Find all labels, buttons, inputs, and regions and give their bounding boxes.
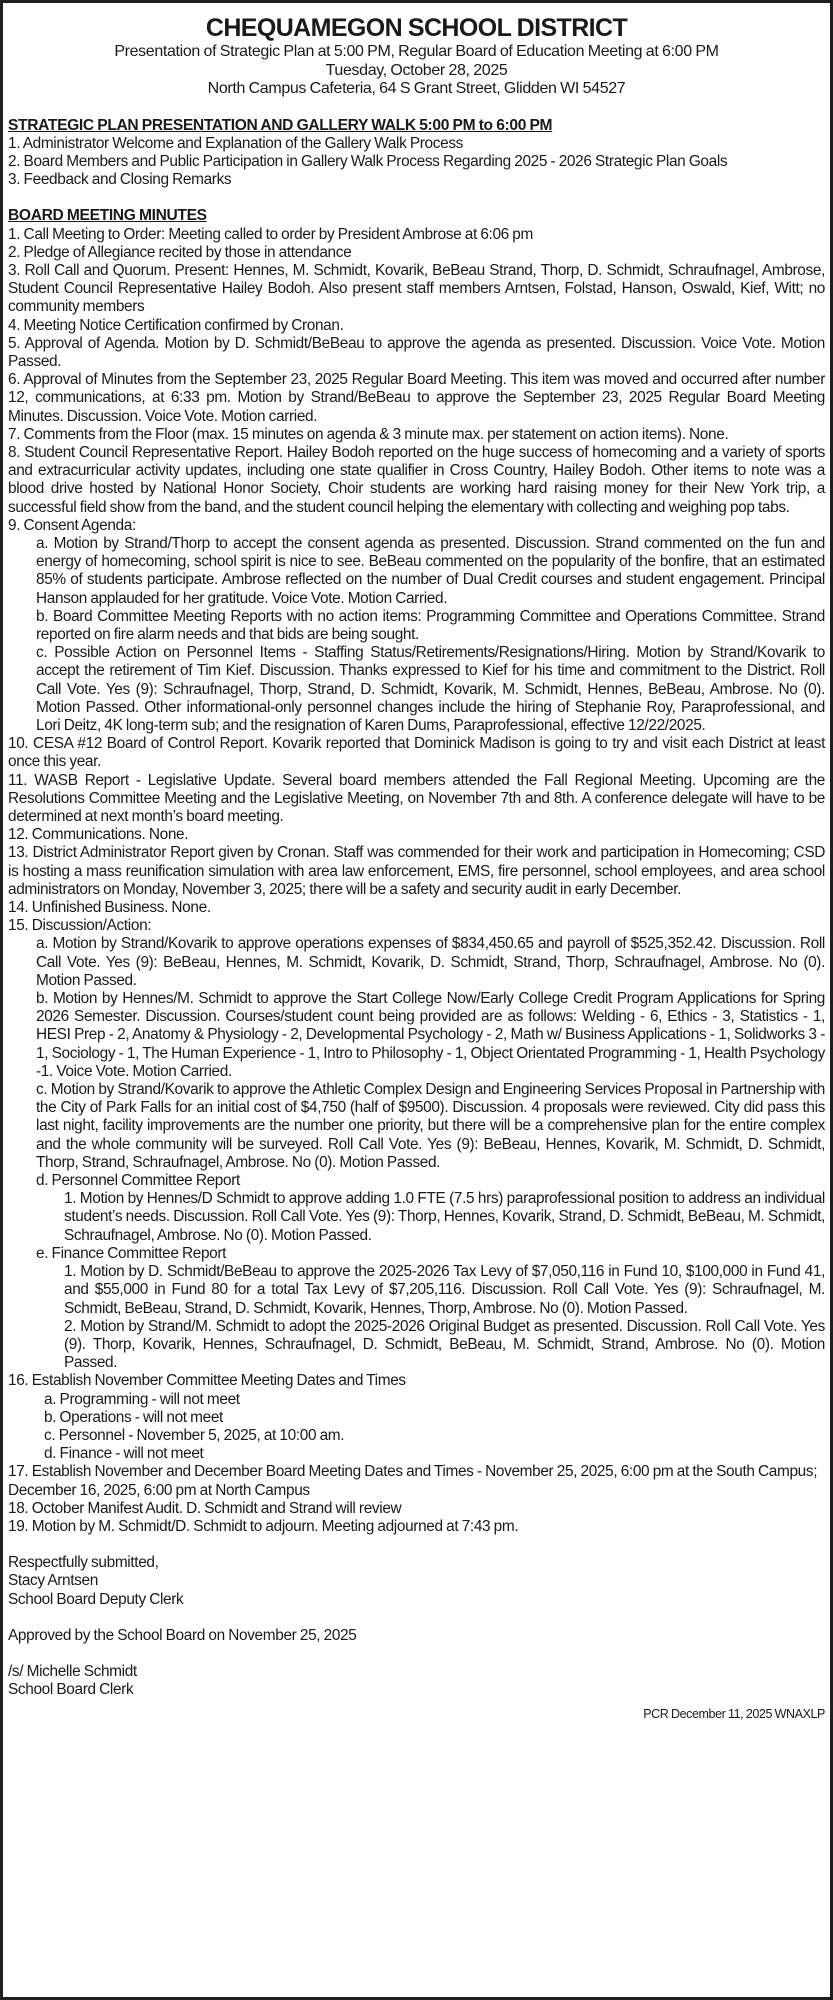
minutes-item: 3. Roll Call and Quorum. Present: Hennes, M. Schmidt, Kovarik, BeBeau Strand, Thorp, D. Schmidt, Schraufnagel, Ambrose, Student Council Representative Hailey Bodoh. Also present staff members Arntsen, Folstad, Hanson, Oswald, Kief, Witt; no community members [8, 261, 825, 316]
minutes-subitem: d. Finance - will not meet [44, 1445, 204, 1463]
minutes-item: 5. Approval of Agenda. Motion by D. Schmidt/BeBeau to approve the agenda as presented. Discussion. Voice Vote. Motion Passed. [8, 334, 825, 370]
minutes-item: 12. Communications. None. [8, 826, 189, 844]
district-title: CHEQUAMEGON SCHOOL DISTRICT [205, 14, 628, 42]
minutes-subsubitem: 2. Motion by Strand/M. Schmidt to adopt the 2025-2026 Original Budget as presented. Discussion. Roll Call Vote. Yes (9). Thorp, Kovarik, Hennes, Schraufnagel, D. Schmidt, BeBeau, M. Schmidt, Strand, Ambrose. No (0). Motion Passed. [64, 1317, 825, 1372]
minutes-subitem: c. Motion by Strand/Kovarik to approve the Athletic Complex Design and Engineering Services Proposal in Partnership with the City of Park Falls for an initial cost of $4,750 (half of $9500). Discussion. 4 proposals were reviewed. City did pass this last night, facility improvements are the number one priority, but there will be a comprehensive plan for the entire complex and the whole community will be surveyed. Roll Call Vote. Yes (9): BeBeau, Hennes, Kovarik, M. Schmidt, D. Schmidt, Thorp, Strand, Schraufnagel, Ambrose. No (0). Motion Passed. [36, 1081, 825, 1171]
strategic-item: 1. Administrator Welcome and Explanation of the Gallery Walk Process [8, 134, 464, 152]
minutes-section-title: BOARD MEETING MINUTES [8, 207, 207, 225]
spacer [8, 1609, 825, 1627]
minutes-item: 10. CESA #12 Board of Control Report. Kovarik reported that Dominick Madison is going to try and visit each District at least once this year. [8, 735, 825, 771]
minutes-subitem: a. Motion by Strand/Kovarik to approve operations expenses of $834,450.65 and payroll of $525,352.42. Discussion. Roll Call Vote. Yes (9): BeBeau, Hennes, M. Schmidt, Kovarik, D. Schmidt, Strand, Thorp, Schraufnagel, Ambrose. No (0). Motion Passed. [36, 935, 825, 989]
meeting-location: North Campus Cafeteria, 64 S Grant Street, Glidden WI 54527 [207, 80, 626, 97]
minutes-item: 14. Unfinished Business. None. [8, 899, 211, 917]
minutes-subitem: d. Personnel Committee Report [36, 1172, 240, 1190]
minutes-subitem: a. Programming - will not meet [44, 1390, 240, 1408]
minutes-item: 2. Pledge of Allegiance recited by those in attendance [8, 243, 352, 261]
minutes-item: 9. Consent Agenda: [8, 516, 136, 534]
minutes-item: 7. Comments from the Floor (max. 15 minutes on agenda & 3 minute max. per statement on action items). None. [8, 425, 729, 443]
minutes-subitem: a. Motion by Strand/Thorp to accept the consent agenda as presented. Discussion. Strand commented on the fun and energy of homecoming, school spirit is nice to see. BeBeau commented on the popularity of the bonfire, that an estimated 85% of students participate. Ambrose reflected on the number of Dual Credit courses and student engagement. Principal Hanson applauded for her gratitude. Voice Vote. Motion Carried. [36, 534, 825, 607]
signature-role: School Board Clerk [8, 1681, 134, 1699]
minutes-subitem: b. Board Committee Meeting Reports with no action items: Programming Committee and Operations Committee. Strand reported on fire alarm needs and that bids are being sought. [36, 607, 825, 643]
signature-line: /s/ Michelle Schmidt [8, 1662, 137, 1680]
minutes-item: 16. Establish November Committee Meeting Dates and Times [8, 1372, 406, 1390]
minutes-subsubitem: 1. Motion by Hennes/D Schmidt to approve adding 1.0 FTE (7.5 hrs) paraprofessional position to address an individual student’s needs. Discussion. Roll Call Vote. Yes (9): Thorp, Hennes, Kovarik, Strand, D. Schmidt, BeBeau, M. Schmidt, Schraufnagel, Ambrose. No (0). Motion Passed. [64, 1190, 825, 1244]
minutes-subitem: c. Personnel - November 5, 2025, at 10:00 am. [44, 1426, 345, 1444]
minutes-subitem: b. Operations - will not meet [44, 1408, 223, 1426]
minutes-item: 4. Meeting Notice Certification confirmed by Cronan. [8, 316, 344, 334]
minutes-subitem: c. Possible Action on Personnel Items - Staffing Status/Retirements/Resignations/Hiring. Motion by Strand/Kovarik to accept the retirement of Tim Kief. Discussion. Thanks expressed to Kief for his time and commitment to the District. Roll Call Vote. Yes (9): Schraufnagel, Thorp, Strand, D. Schmidt, Kovarik, M. Schmidt, Hennes, BeBeau, Ambrose. No (0). Motion Passed. Other informational-only personnel changes include the hiring of Stephanie Roy, Paraprofessional, and Lori Deitz, 4K long-term sub; and the resignation of Karen Dums, Paraprofessional, effective 12/22/2025. [36, 644, 825, 734]
minutes-item: 8. Student Council Representative Report. Hailey Bodoh reported on the huge success of homecoming and a variety of sports and extracurricular activity updates, including one state qualifier in Cross Country, Hailey Bodoh. Other items to note was a blood drive hosted by National Honor Society, Choir students are working hard raising money for their New York trip, a successful field show from the band, and the student council helping the elementary with collecting and weighing pop tabs. [8, 443, 825, 516]
strategic-item: 3. Feedback and Closing Remarks [8, 171, 232, 189]
minutes-subitem: e. Finance Committee Report [36, 1244, 227, 1262]
spacer [8, 1536, 825, 1554]
meeting-subtitle: Presentation of Strategic Plan at 5:00 PM, Regular Board of Education Meeting at 6:00 PM [114, 43, 719, 60]
submitter-role: School Board Deputy Clerk [8, 1590, 184, 1608]
meeting-date: Tuesday, October 28, 2025 [325, 61, 508, 79]
minutes-item: 18. October Manifest Audit. D. Schmidt and Strand will review [8, 1499, 402, 1517]
spacer [8, 1645, 825, 1663]
minutes-item: 17. Establish November and December Board Meeting Dates and Times - November 25, 2025, 6:00 pm at the South Campus; December 16, 2025, 6:00 pm at North Campus [8, 1463, 818, 1499]
minutes-item: 15. Discussion/Action: [8, 917, 152, 935]
minutes-item: 6. Approval of Minutes from the September 23, 2025 Regular Board Meeting. This item was moved and occurred after number 12, communications, at 6:33 pm. Motion by Strand/BeBeau to approve the September 23, 2025 Regular Board Meeting Minutes. Discussion. Voice Vote. Motion carried. [8, 371, 825, 425]
closing-line: Respectfully submitted, [8, 1554, 159, 1572]
notice-header [8, 15, 825, 99]
submitter-name: Stacy Arntsen [8, 1572, 98, 1590]
minutes-item: 11. WASB Report - Legislative Update. Several board members attended the Fall Regional Meeting. Upcoming are the Resolutions Committee Meeting and the Legislative Meeting, on November 7th and 8th. A conference delegate will have to be determined at next month’s board meeting. [8, 771, 825, 826]
publication-note: PCR December 11, 2025 WNAXLP [643, 1707, 825, 1722]
minutes-item: 19. Motion by M. Schmidt/D. Schmidt to adjourn. Meeting adjourned at 7:43 pm. [8, 1517, 519, 1535]
minutes-subitem: b. Motion by Hennes/M. Schmidt to approve the Start College Now/Early College Credit Program Applications for Spring 2026 Semester. Discussion. Courses/student count being provided are as follows: Welding - 6, Ethics - 3, Statistics - 1, HESI Prep - 2, Anatomy & Physiology - 2, Developmental Psychology - 2, Math w/ Business Applications - 1, Solidworks 3 - 1, Sociology - 1, The Human Experience - 1, Intro to Philosophy - 1, Object Orientated Programming - 1, Health Psychology -1. Voice Vote. Motion Carried. [36, 990, 825, 1080]
minutes-subsubitem: 1. Motion by D. Schmidt/BeBeau to approve the 2025-2026 Tax Levy of $7,050,116 in Fund 10, $100,000 in Fund 41, and $55,000 in Fund 80 for a total Tax Levy of $7,205,116. Discussion. Roll Call Vote. Yes (9): Schraufnagel, M. Schmidt, BeBeau, Strand, D. Schmidt, Kovarik, Hennes, Thorp, Ambrose. No (0). Motion Passed. [64, 1263, 825, 1317]
minutes-item: 13. District Administrator Report given by Cronan. Staff was commended for their work and participation in Homecoming; CSD is hosting a mass reunification simulation with area law enforcement, EMS, fire personnel, school employees, and area school administrators on Monday, November 3, 2025; there will be a safety and security audit in early December. [8, 844, 825, 898]
strategic-item: 2. Board Members and Public Participation in Gallery Walk Process Regarding 2025 - 2026 Strategic Plan Goals [8, 152, 728, 170]
minutes-item: 1. Call Meeting to Order: Meeting called to order by President Ambrose at 6:06 pm [8, 225, 533, 243]
strategic-section-title: STRATEGIC PLAN PRESENTATION AND GALLERY WALK 5:00 PM to 6:00 PM [8, 116, 553, 134]
approval-line: Approved by the School Board on November 25, 2025 [8, 1626, 357, 1644]
